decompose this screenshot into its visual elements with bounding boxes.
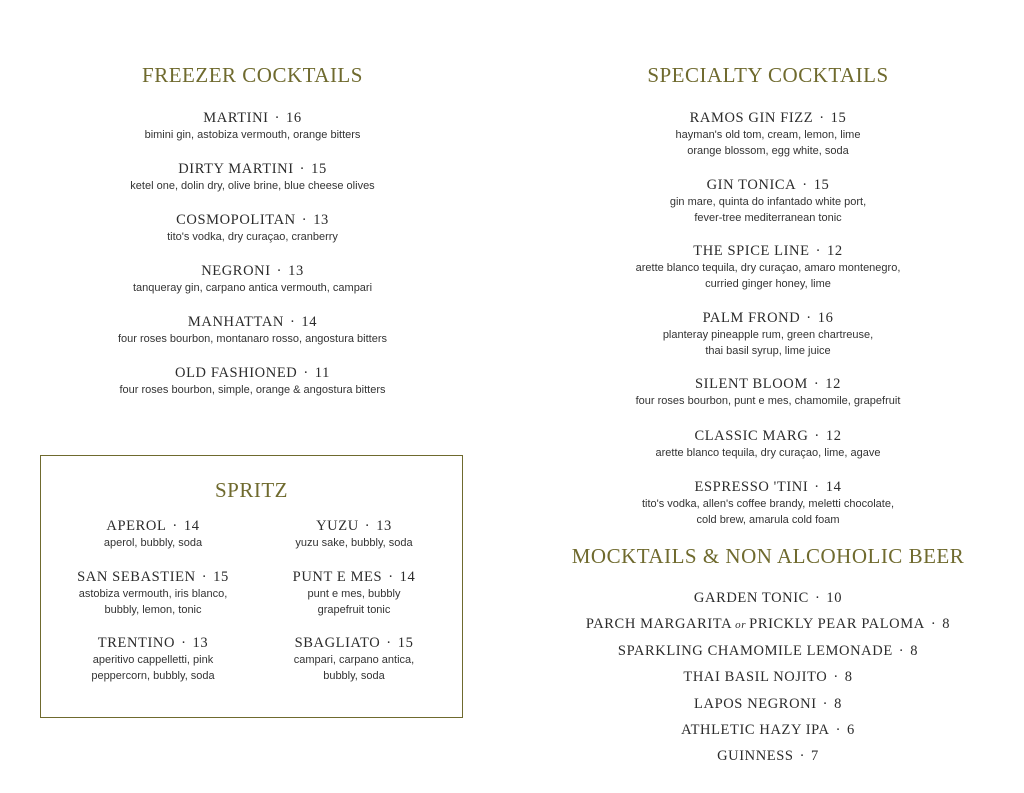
item-name: GIN TONICA — [706, 177, 797, 193]
item-desc: fever-tree mediterranean tonic — [694, 212, 842, 224]
menu-item — [558, 309, 978, 359]
separator: · — [815, 243, 822, 259]
specialty-section — [558, 0, 978, 793]
item-price: 8 — [844, 669, 853, 685]
item-price: 8 — [834, 696, 842, 712]
item-desc: thai basil syrup, lime juice — [705, 345, 831, 357]
item-desc: peppercorn, bubbly, soda — [91, 670, 215, 682]
menu-item — [40, 364, 465, 398]
item-price: 14 — [183, 518, 200, 534]
separator: · — [814, 479, 820, 495]
item-desc: bubbly, lemon, tonic — [104, 604, 202, 616]
section-title: SPECIALTY COCKTAILS — [647, 63, 889, 87]
menu-item — [40, 313, 465, 347]
item-desc: grapefruit tonic — [317, 604, 391, 616]
separator: · — [388, 569, 394, 585]
separator: · — [802, 177, 808, 193]
item-price: 15 — [311, 161, 327, 177]
menu-item — [53, 517, 253, 551]
item-desc: bimini gin, astobiza vermouth, orange bitters — [144, 129, 361, 141]
menu-item — [558, 427, 978, 461]
item-desc: arette blanco tequila, dry curaçao, lime, agave — [655, 447, 881, 459]
item-desc: bubbly, soda — [323, 670, 385, 682]
mocktail-item — [558, 642, 978, 660]
item-name: PARCH MARGARITA — [585, 616, 733, 632]
separator: · — [814, 590, 821, 606]
item-desc: punt e mes, bubbly — [307, 588, 401, 600]
item-price: 15 — [397, 635, 414, 651]
item-desc: arette blanco tequila, dry curaçao, amaro montenegro, — [635, 262, 901, 274]
separator: · — [289, 314, 296, 330]
mocktail-item — [558, 589, 978, 607]
item-price: 10 — [826, 590, 843, 606]
menu-item — [558, 375, 978, 409]
separator: · — [799, 748, 806, 764]
item-desc: aperol, bubbly, soda — [103, 537, 203, 549]
item-price: 6 — [847, 722, 855, 738]
item-desc: tito's vodka, dry curaçao, cranberry — [167, 231, 338, 243]
item-name: SAN SEBASTIEN — [77, 569, 196, 585]
item-desc: cold brew, amarula cold foam — [696, 514, 840, 526]
item-desc: curried ginger honey, lime — [705, 278, 831, 290]
menu-item — [53, 568, 253, 618]
menu-item — [40, 109, 465, 143]
item-price: 13 — [192, 635, 209, 651]
separator: · — [822, 696, 829, 712]
item-price: 15 — [813, 177, 830, 193]
menu-item — [40, 160, 465, 194]
item-desc: astobiza vermouth, iris blanco, — [78, 588, 228, 600]
item-name: APEROL — [106, 518, 167, 534]
item-desc: tito's vodka, allen's coffee brandy, meletti chocolate, — [641, 498, 895, 510]
item-name: OLD FASHIONED — [175, 365, 298, 381]
item-name: DIRTY MARTINI — [178, 161, 294, 177]
item-price: 8 — [910, 643, 919, 659]
mocktail-item — [558, 721, 978, 739]
item-name: CLASSIC MARG — [694, 428, 809, 444]
menu-item — [53, 634, 253, 684]
separator: · — [814, 428, 820, 444]
item-price: 12 — [827, 243, 843, 259]
item-name: PALM FROND — [702, 310, 801, 326]
menu-item — [558, 109, 978, 159]
item-name: PUNT E MES — [292, 569, 383, 585]
mocktail-item — [558, 668, 978, 686]
item-price: 7 — [811, 748, 819, 764]
item-price: 11 — [314, 365, 330, 381]
separator: · — [813, 376, 820, 392]
menu-item — [254, 568, 454, 618]
separator: · — [386, 635, 392, 651]
item-name: RAMOS GIN FIZZ — [689, 110, 814, 126]
separator: · — [201, 569, 208, 585]
separator: · — [299, 161, 306, 177]
or-text: or — [735, 619, 747, 631]
item-desc: aperitivo cappelletti, pink — [92, 654, 214, 666]
item-desc: four roses bourbon, punt e mes, chamomile, grapefruit — [635, 395, 901, 407]
item-price: 14 — [301, 314, 318, 330]
item-name: GUINNESS — [717, 748, 794, 764]
item-price: 16 — [286, 110, 302, 126]
item-desc: four roses bourbon, simple, orange & angostura bitters — [119, 384, 386, 396]
item-name: SILENT BLOOM — [694, 376, 808, 392]
item-name: ATHLETIC HAZY IPA — [681, 722, 830, 738]
separator: · — [898, 643, 905, 659]
item-name: THAI BASIL NOJITO — [683, 669, 828, 685]
item-desc: four roses bourbon, montanaro rosso, angostura bitters — [117, 333, 388, 345]
separator: · — [276, 263, 283, 279]
menu-item — [40, 211, 465, 245]
item-price: 14 — [399, 569, 416, 585]
item-name: TRENTINO — [97, 635, 176, 651]
separator: · — [364, 518, 371, 534]
item-name: YUZU — [316, 518, 359, 534]
item-price: 13 — [313, 212, 329, 228]
item-name: GARDEN TONIC — [693, 590, 809, 606]
menu-item — [254, 517, 454, 551]
item-desc: yuzu sake, bubbly, soda — [295, 537, 413, 549]
item-price: 8 — [942, 616, 951, 632]
separator: · — [172, 518, 178, 534]
item-name: LAPOS NEGRONI — [694, 696, 817, 712]
mocktail-item — [558, 615, 978, 634]
item-price: 16 — [817, 310, 834, 326]
menu-item — [40, 262, 465, 296]
item-name: NEGRONI — [201, 263, 271, 279]
menu-item — [558, 242, 978, 292]
menu-item — [254, 634, 454, 684]
separator: · — [835, 722, 842, 738]
separator: · — [303, 365, 309, 381]
item-desc: orange blossom, egg white, soda — [687, 145, 849, 157]
separator: · — [274, 110, 281, 126]
separator: · — [301, 212, 308, 228]
item-price: 15 — [213, 569, 229, 585]
separator: · — [806, 310, 812, 326]
item-price: 12 — [825, 376, 841, 392]
item-name: SBAGLIATO — [294, 635, 381, 651]
item-name: SPARKLING CHAMOMILE LEMONADE — [617, 643, 893, 659]
item-price: 15 — [830, 110, 847, 126]
item-desc: hayman's old tom, cream, lemon, lime — [675, 129, 861, 141]
separator: · — [181, 635, 187, 651]
item-desc: gin mare, quinta do infantado white port, — [669, 196, 867, 208]
separator: · — [819, 110, 825, 126]
mocktail-item — [558, 747, 978, 765]
item-name: MARTINI — [203, 110, 269, 126]
section-title: FREEZER COCKTAILS — [142, 63, 363, 87]
menu-item — [558, 176, 978, 226]
item-desc: ketel one, dolin dry, olive brine, blue cheese olives — [130, 180, 375, 192]
section-title: SPRITZ — [214, 478, 288, 502]
mocktail-item — [558, 695, 978, 713]
menu-item — [558, 478, 978, 528]
item-price: 12 — [825, 428, 842, 444]
separator: · — [833, 669, 839, 685]
spritz-section — [40, 455, 463, 718]
item-price: 13 — [376, 518, 392, 534]
item-price: 13 — [288, 263, 304, 279]
item-price: 14 — [825, 479, 842, 495]
item-desc: campari, carpano antica, — [293, 654, 415, 666]
item-desc: tanqueray gin, carpano antica vermouth, campari — [132, 282, 373, 294]
item-name: COSMOPOLITAN — [176, 212, 296, 228]
separator: · — [930, 616, 937, 632]
mocktails-title: MOCKTAILS & NON ALCOHOLIC BEER — [571, 544, 965, 568]
item-name: ESPRESSO 'TINI — [694, 479, 809, 495]
item-name: THE SPICE LINE — [693, 243, 810, 259]
item-name-alt: PRICKLY PEAR PALOMA — [749, 616, 925, 632]
item-name: MANHATTAN — [187, 314, 284, 330]
item-desc: planteray pineapple rum, green chartreuse, — [662, 329, 874, 341]
